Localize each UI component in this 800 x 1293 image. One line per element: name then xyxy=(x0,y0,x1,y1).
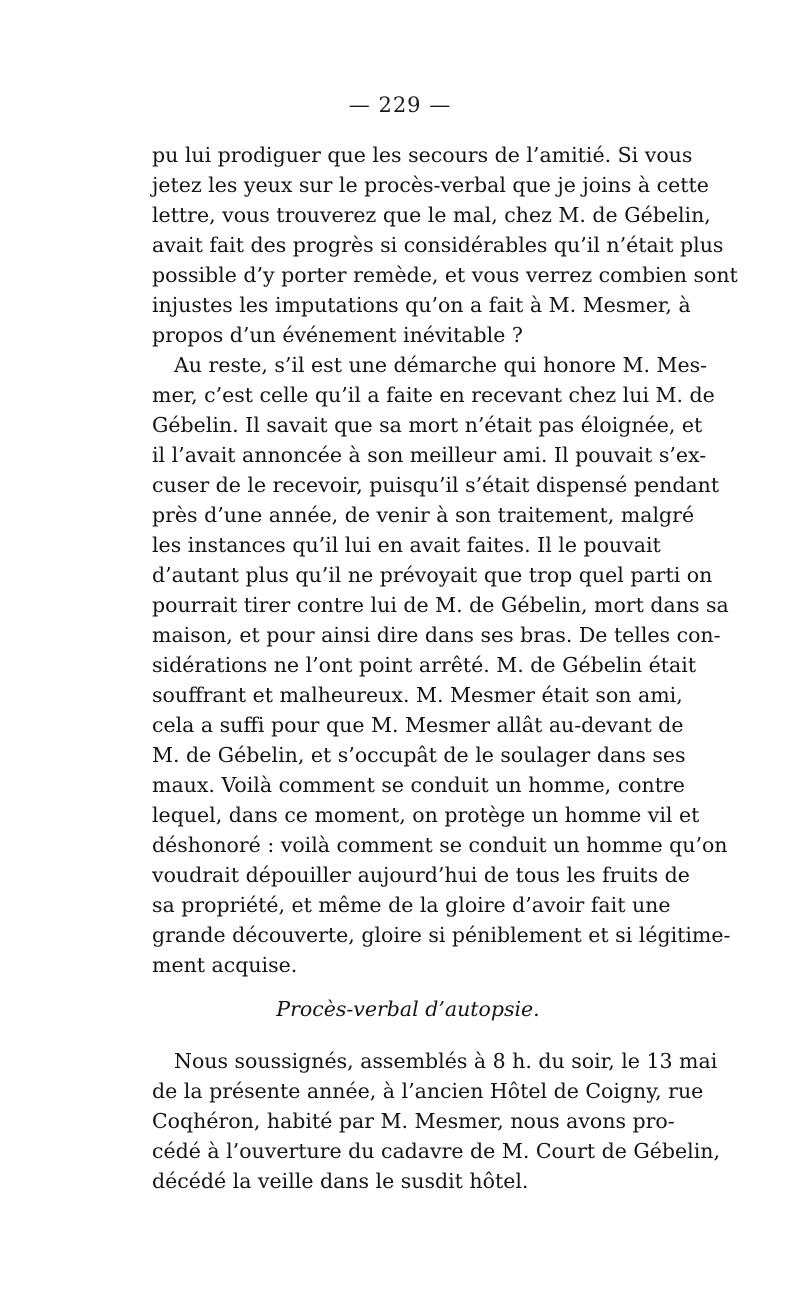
text-line: M. de Gébelin, et s’occupât de le soulager dans ses xyxy=(152,743,686,767)
text-line: Coqhéron, habité par M. Mesmer, nous avons pro- xyxy=(152,1109,675,1133)
text-line: près d’une année, de venir à son traitement, malgré xyxy=(152,503,695,527)
text-line: pourrait tirer contre lui de M. de Gébelin, mort dans sa xyxy=(152,593,729,617)
text-line: voudrait dépouiller aujourd’hui de tous les fruits de xyxy=(152,863,690,887)
text-line: grande découverte, gloire si péniblement et si légitime- xyxy=(152,923,731,947)
text-line: maux. Voilà comment se conduit un homme, contre xyxy=(152,773,685,797)
text-line: souffrant et malheureux. M. Mesmer était son ami, xyxy=(152,683,683,707)
text-line: Gébelin. Il savait que sa mort n’était pas éloignée, et xyxy=(152,413,703,437)
text-line: cuser de le recevoir, puisqu’il s’était dispensé pendant xyxy=(152,473,720,497)
text-line: propos d’un événement inévitable ? xyxy=(152,323,523,347)
text-line: décédé la veille dans le susdit hôtel. xyxy=(152,1169,529,1193)
text-line: pu lui prodiguer que les secours de l’amitié. Si vous xyxy=(152,143,693,167)
paragraph-3 xyxy=(152,1046,721,1196)
body-text xyxy=(152,140,738,1196)
text-line: possible d’y porter remède, et vous verrez combien sont xyxy=(152,263,738,287)
text-line: jetez les yeux sur le procès-verbal que je joins à cette xyxy=(152,173,709,197)
page-number: — 229 — xyxy=(348,93,452,117)
text-line: il l’avait annoncée à son meilleur ami. Il pouvait s’ex- xyxy=(152,443,707,467)
text-line: d’autant plus qu’il ne prévoyait que trop quel parti on xyxy=(152,563,713,587)
text-line: injustes les imputations qu’on a fait à M. Mesmer, à xyxy=(152,293,691,317)
text-line: cédé à l’ouverture du cadavre de M. Court de Gébelin, xyxy=(152,1139,721,1163)
text-line: Au reste, s’il est une démarche qui honore M. Mes- xyxy=(174,353,708,377)
text-line: lequel, dans ce moment, on protège un homme vil et xyxy=(152,803,700,827)
paragraph-2 xyxy=(152,350,731,980)
text-line: sidérations ne l’ont point arrêté. M. de Gébelin était xyxy=(152,653,697,677)
text-line: déshonoré : voilà comment se conduit un homme qu’on xyxy=(152,833,728,857)
text-line: mer, c’est celle qu’il a faite en recevant chez lui M. de xyxy=(152,383,715,407)
section-heading: Procès-verbal d’autopsie. xyxy=(276,997,540,1021)
text-line: cela a suffi pour que M. Mesmer allât au-devant de xyxy=(152,713,684,737)
text-line: de la présente année, à l’ancien Hôtel de Coigny, rue xyxy=(152,1079,704,1103)
paragraph-1 xyxy=(152,140,738,350)
text-line: avait fait des progrès si considérables qu’il n’était plus xyxy=(152,233,724,257)
text-line: lettre, vous trouverez que le mal, chez M. de Gébelin, xyxy=(152,203,711,227)
text-line: Nous soussignés, assemblés à 8 h. du soir, le 13 mai xyxy=(174,1049,718,1073)
text-line: ment acquise. xyxy=(152,953,298,977)
text-line: sa propriété, et même de la gloire d’avoir fait une xyxy=(152,893,671,917)
text-line: les instances qu’il lui en avait faites. Il le pouvait xyxy=(152,533,661,557)
text-line: maison, et pour ainsi dire dans ses bras. De telles con- xyxy=(152,623,721,647)
